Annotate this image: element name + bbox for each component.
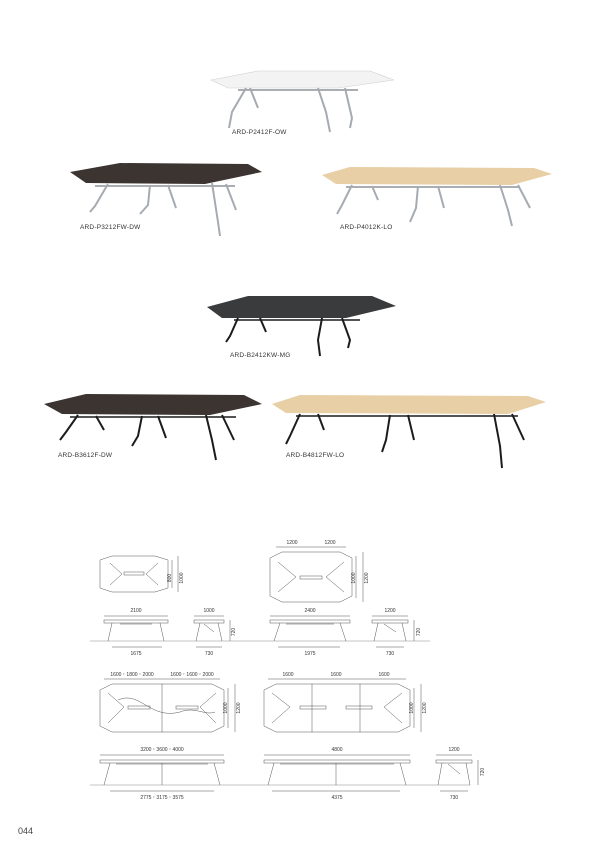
plan-view-b (270, 547, 363, 602)
dim-a-side-top: 1000 (203, 608, 215, 614)
dim-c-front-bottom: 2775・3175・3575 (140, 795, 184, 801)
dim-b-side-bottom: 730 (385, 651, 395, 657)
dim-d-front-bottom: 4375 (331, 795, 343, 801)
dim-c-plan-top2: 1600・1600・2000 (170, 672, 214, 678)
dim-c-front-top: 3200・3600・4000 (140, 747, 184, 753)
dim-d-plan-top3: 1600 (378, 672, 390, 678)
dim-a-side-bottom: 730 (204, 651, 214, 657)
dim-b-plan-d: 1200 (364, 572, 370, 584)
side-view-b (372, 616, 414, 647)
product-label-1: ARD-P2412F-OW (232, 129, 287, 136)
dim-b-plan-w: 1000 (351, 572, 357, 584)
dim-c-plan-w: 1000 (223, 702, 229, 714)
dim-b-plan-top2: 1200 (324, 540, 336, 546)
dim-c-plan-top1: 1600・1800・2000 (110, 672, 154, 678)
dim-e-side-top: 1200 (448, 747, 460, 753)
dim-d-plan-top1: 1600 (282, 672, 294, 678)
side-view-e (436, 755, 478, 791)
dim-d-front-top: 4800 (331, 747, 343, 753)
front-view-b (270, 616, 350, 647)
product-label-5: ARD-B3612F-DW (58, 452, 113, 459)
dim-a-front-top: 2100 (130, 608, 142, 614)
dim-b-front-bottom: 1975 (304, 651, 316, 657)
dim-d-plan-d: 1200 (422, 702, 428, 714)
dim-b-plan-top1: 1200 (286, 540, 298, 546)
dim-a-height: 720 (231, 627, 237, 637)
plan-view-d (264, 679, 421, 732)
dim-b-height: 720 (416, 627, 422, 637)
dim-c-plan-d: 1200 (236, 702, 242, 714)
page-number: 044 (18, 826, 34, 836)
side-view-a (194, 616, 230, 647)
dim-a-plan-d: 1000 (179, 572, 185, 584)
dim-d-plan-w: 1000 (409, 702, 415, 714)
dim-e-side-bottom: 730 (449, 795, 459, 801)
dim-d-plan-top2: 1600 (330, 672, 342, 678)
product-label-4: ARD-B2412KW-MG (230, 352, 291, 359)
product-label-3: ARD-P4012K-LO (340, 224, 393, 231)
product-label-2: ARD-P3212FW-DW (80, 224, 141, 231)
front-view-d (264, 755, 410, 791)
plan-view-c (100, 679, 235, 732)
dim-a-front-bottom: 1675 (130, 651, 142, 657)
dim-b-front-top: 2400 (304, 608, 316, 614)
product-label-6: ARD-B4812FW-LO (286, 452, 345, 459)
dim-e-height: 720 (480, 767, 486, 777)
dim-a-plan-w: 800 (167, 573, 173, 583)
dim-b-side-top: 1200 (384, 608, 396, 614)
